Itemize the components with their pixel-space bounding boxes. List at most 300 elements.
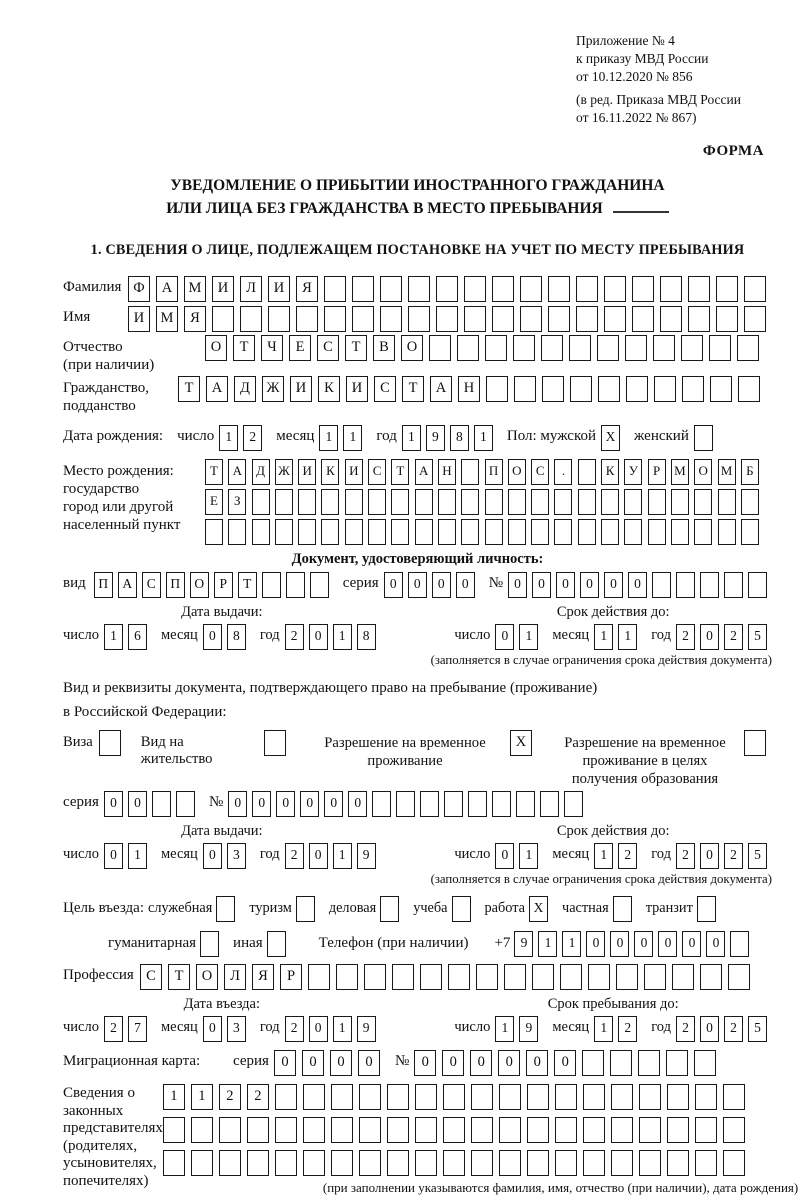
form-cell[interactable] xyxy=(275,489,293,515)
form-cell[interactable] xyxy=(298,489,316,515)
form-cell[interactable]: 0 xyxy=(324,791,343,817)
form-cell[interactable] xyxy=(660,276,682,302)
form-cell[interactable] xyxy=(212,306,234,332)
form-cell[interactable]: 1 xyxy=(562,931,581,957)
form-cell[interactable]: X xyxy=(529,896,548,922)
form-cell[interactable] xyxy=(520,306,542,332)
birthplace-row-2[interactable] xyxy=(205,489,764,515)
form-cell[interactable]: 0 xyxy=(658,931,677,957)
form-cell[interactable]: Л xyxy=(224,964,246,990)
form-cell[interactable] xyxy=(387,1084,409,1110)
form-cell[interactable] xyxy=(485,519,503,545)
form-cell[interactable]: Т xyxy=(168,964,190,990)
form-cell[interactable]: Ж xyxy=(275,459,293,485)
form-cell[interactable]: 2 xyxy=(618,843,637,869)
form-cell[interactable] xyxy=(604,276,626,302)
form-cell[interactable] xyxy=(554,519,572,545)
patronymic-input[interactable] xyxy=(205,335,765,361)
form-cell[interactable] xyxy=(569,335,591,361)
form-cell[interactable] xyxy=(648,489,666,515)
form-cell[interactable]: 0 xyxy=(508,572,527,598)
form-cell[interactable] xyxy=(723,1150,745,1176)
form-cell[interactable]: 8 xyxy=(357,624,376,650)
form-cell[interactable] xyxy=(625,335,647,361)
form-cell[interactable] xyxy=(527,1084,549,1110)
stay-expiry-month-input[interactable] xyxy=(594,843,642,869)
form-cell[interactable]: Б xyxy=(741,459,759,485)
form-cell[interactable] xyxy=(163,1117,185,1143)
form-cell[interactable]: П xyxy=(485,459,503,485)
form-cell[interactable]: 1 xyxy=(594,843,613,869)
form-cell[interactable] xyxy=(667,1084,689,1110)
form-cell[interactable] xyxy=(359,1117,381,1143)
form-cell[interactable] xyxy=(601,489,619,515)
form-cell[interactable]: 2 xyxy=(243,425,262,451)
form-cell[interactable] xyxy=(728,964,750,990)
form-cell[interactable] xyxy=(200,931,219,957)
representatives-row-1[interactable] xyxy=(163,1084,798,1110)
form-cell[interactable] xyxy=(492,791,511,817)
form-cell[interactable] xyxy=(345,489,363,515)
form-cell[interactable]: Т xyxy=(233,335,255,361)
form-cell[interactable]: Д xyxy=(234,376,256,402)
form-cell[interactable]: 9 xyxy=(357,843,376,869)
form-cell[interactable] xyxy=(262,572,281,598)
form-cell[interactable]: 0 xyxy=(358,1050,380,1076)
form-cell[interactable]: Ч xyxy=(261,335,283,361)
form-cell[interactable]: К xyxy=(321,459,339,485)
form-cell[interactable]: С xyxy=(368,459,386,485)
purpose-private-checkbox[interactable] xyxy=(613,896,637,922)
form-cell[interactable]: 0 xyxy=(302,1050,324,1076)
form-cell[interactable]: 2 xyxy=(724,1016,743,1042)
form-cell[interactable]: И xyxy=(128,306,150,332)
form-cell[interactable] xyxy=(331,1084,353,1110)
form-cell[interactable] xyxy=(303,1117,325,1143)
form-cell[interactable] xyxy=(548,306,570,332)
form-cell[interactable] xyxy=(611,1150,633,1176)
form-cell[interactable]: 2 xyxy=(285,1016,304,1042)
surname-input[interactable] xyxy=(128,276,772,302)
form-cell[interactable]: О xyxy=(190,572,209,598)
form-cell[interactable] xyxy=(540,791,559,817)
form-cell[interactable] xyxy=(264,730,286,756)
residence-permit-checkbox[interactable] xyxy=(264,730,292,756)
form-cell[interactable] xyxy=(632,276,654,302)
form-cell[interactable]: Д xyxy=(252,459,270,485)
form-cell[interactable]: 1 xyxy=(402,425,421,451)
form-cell[interactable]: Т xyxy=(205,459,223,485)
citizenship-input[interactable] xyxy=(178,376,766,402)
form-cell[interactable] xyxy=(542,376,564,402)
form-cell[interactable] xyxy=(252,519,270,545)
form-cell[interactable]: А xyxy=(118,572,137,598)
form-cell[interactable] xyxy=(252,489,270,515)
purpose-study-checkbox[interactable] xyxy=(452,896,476,922)
stay-issue-day-input[interactable] xyxy=(104,843,152,869)
form-cell[interactable] xyxy=(638,1050,660,1076)
form-cell[interactable]: 0 xyxy=(274,1050,296,1076)
form-cell[interactable] xyxy=(671,519,689,545)
form-cell[interactable] xyxy=(492,306,514,332)
form-cell[interactable] xyxy=(443,1084,465,1110)
form-cell[interactable] xyxy=(321,519,339,545)
form-cell[interactable] xyxy=(660,306,682,332)
profession-input[interactable] xyxy=(140,964,756,990)
form-cell[interactable]: 5 xyxy=(748,1016,767,1042)
form-cell[interactable] xyxy=(436,276,458,302)
form-cell[interactable] xyxy=(709,335,731,361)
form-cell[interactable]: 1 xyxy=(618,624,637,650)
form-cell[interactable] xyxy=(352,276,374,302)
form-cell[interactable] xyxy=(554,489,572,515)
form-cell[interactable] xyxy=(391,519,409,545)
form-cell[interactable]: 0 xyxy=(348,791,367,817)
form-cell[interactable]: И xyxy=(346,376,368,402)
form-cell[interactable]: Ж xyxy=(262,376,284,402)
form-cell[interactable] xyxy=(471,1117,493,1143)
form-cell[interactable] xyxy=(653,335,675,361)
form-cell[interactable] xyxy=(597,335,619,361)
form-cell[interactable]: К xyxy=(601,459,619,485)
form-cell[interactable] xyxy=(744,306,766,332)
form-cell[interactable] xyxy=(710,376,732,402)
form-cell[interactable] xyxy=(583,1150,605,1176)
form-cell[interactable]: 0 xyxy=(628,572,647,598)
form-cell[interactable]: О xyxy=(205,335,227,361)
form-cell[interactable]: X xyxy=(510,730,532,756)
form-cell[interactable] xyxy=(286,572,305,598)
form-cell[interactable]: 1 xyxy=(128,843,147,869)
form-cell[interactable] xyxy=(429,335,451,361)
form-cell[interactable] xyxy=(436,306,458,332)
form-cell[interactable] xyxy=(345,519,363,545)
form-cell[interactable] xyxy=(718,489,736,515)
form-cell[interactable]: В xyxy=(373,335,395,361)
visa-checkbox[interactable] xyxy=(99,730,127,756)
form-cell[interactable]: Е xyxy=(289,335,311,361)
form-cell[interactable]: 0 xyxy=(634,931,653,957)
form-cell[interactable] xyxy=(516,791,535,817)
form-cell[interactable]: Т xyxy=(345,335,367,361)
form-cell[interactable]: И xyxy=(268,276,290,302)
form-cell[interactable] xyxy=(741,519,759,545)
form-cell[interactable] xyxy=(724,572,743,598)
form-cell[interactable]: С xyxy=(374,376,396,402)
form-cell[interactable] xyxy=(588,964,610,990)
form-cell[interactable] xyxy=(368,519,386,545)
birth-month-input[interactable] xyxy=(319,425,367,451)
form-cell[interactable] xyxy=(380,896,399,922)
stay-expiry-day-input[interactable] xyxy=(495,843,543,869)
form-cell[interactable] xyxy=(598,376,620,402)
issue-year-input[interactable] xyxy=(285,624,381,650)
form-cell[interactable]: 0 xyxy=(682,931,701,957)
form-cell[interactable]: С xyxy=(317,335,339,361)
form-cell[interactable]: П xyxy=(94,572,113,598)
form-cell[interactable] xyxy=(644,964,666,990)
purpose-transit-checkbox[interactable] xyxy=(697,896,721,922)
form-cell[interactable]: 2 xyxy=(247,1084,269,1110)
form-cell[interactable] xyxy=(471,1084,493,1110)
form-cell[interactable] xyxy=(499,1117,521,1143)
form-cell[interactable] xyxy=(415,1084,437,1110)
migration-card-series-input[interactable] xyxy=(274,1050,386,1076)
temp-residence-education-checkbox[interactable] xyxy=(744,730,772,756)
purpose-tourism-checkbox[interactable] xyxy=(296,896,320,922)
phone-input[interactable] xyxy=(514,931,754,957)
form-cell[interactable] xyxy=(492,276,514,302)
form-cell[interactable]: О xyxy=(694,459,712,485)
form-cell[interactable] xyxy=(321,489,339,515)
form-cell[interactable] xyxy=(700,964,722,990)
form-cell[interactable] xyxy=(372,791,391,817)
form-cell[interactable] xyxy=(744,730,766,756)
form-cell[interactable] xyxy=(741,489,759,515)
issue-day-input[interactable] xyxy=(104,624,152,650)
form-cell[interactable] xyxy=(694,519,712,545)
stay-until-month-input[interactable] xyxy=(594,1016,642,1042)
form-cell[interactable]: 0 xyxy=(414,1050,436,1076)
form-cell[interactable] xyxy=(738,376,760,402)
form-cell[interactable] xyxy=(700,572,719,598)
form-cell[interactable] xyxy=(461,519,479,545)
stay-issue-year-input[interactable] xyxy=(285,843,381,869)
form-cell[interactable]: К xyxy=(318,376,340,402)
form-cell[interactable] xyxy=(391,489,409,515)
form-cell[interactable]: Т xyxy=(402,376,424,402)
expiry-year-input[interactable] xyxy=(676,624,772,650)
form-cell[interactable] xyxy=(275,1117,297,1143)
form-cell[interactable]: Л xyxy=(240,276,262,302)
form-cell[interactable]: 0 xyxy=(700,1016,719,1042)
form-cell[interactable] xyxy=(576,306,598,332)
form-cell[interactable] xyxy=(541,335,563,361)
form-cell[interactable] xyxy=(163,1150,185,1176)
form-cell[interactable]: 9 xyxy=(357,1016,376,1042)
form-cell[interactable] xyxy=(508,519,526,545)
form-cell[interactable]: Р xyxy=(280,964,302,990)
form-cell[interactable]: 1 xyxy=(333,843,352,869)
representatives-row-3[interactable] xyxy=(163,1150,798,1176)
form-cell[interactable]: О xyxy=(196,964,218,990)
expiry-day-input[interactable] xyxy=(495,624,543,650)
form-cell[interactable] xyxy=(718,519,736,545)
form-cell[interactable] xyxy=(152,791,171,817)
form-cell[interactable]: Н xyxy=(438,459,456,485)
form-cell[interactable] xyxy=(624,489,642,515)
form-cell[interactable] xyxy=(420,964,442,990)
form-cell[interactable] xyxy=(408,306,430,332)
form-cell[interactable]: Р xyxy=(648,459,666,485)
form-cell[interactable] xyxy=(368,489,386,515)
form-cell[interactable]: 0 xyxy=(604,572,623,598)
form-cell[interactable] xyxy=(681,335,703,361)
form-cell[interactable] xyxy=(331,1150,353,1176)
form-cell[interactable]: 0 xyxy=(300,791,319,817)
form-cell[interactable] xyxy=(324,276,346,302)
form-cell[interactable] xyxy=(624,519,642,545)
form-cell[interactable]: . xyxy=(554,459,572,485)
form-cell[interactable]: А xyxy=(228,459,246,485)
representatives-row-2[interactable] xyxy=(163,1117,798,1143)
form-cell[interactable]: 0 xyxy=(495,843,514,869)
entry-month-input[interactable] xyxy=(203,1016,251,1042)
form-cell[interactable] xyxy=(443,1150,465,1176)
birthplace-input[interactable] xyxy=(205,459,764,549)
form-cell[interactable] xyxy=(564,791,583,817)
form-cell[interactable] xyxy=(532,964,554,990)
form-cell[interactable] xyxy=(671,489,689,515)
form-cell[interactable] xyxy=(420,791,439,817)
form-cell[interactable]: 8 xyxy=(450,425,469,451)
form-cell[interactable]: М xyxy=(156,306,178,332)
form-cell[interactable] xyxy=(514,376,536,402)
form-cell[interactable] xyxy=(570,376,592,402)
form-cell[interactable] xyxy=(415,1150,437,1176)
form-cell[interactable] xyxy=(448,964,470,990)
form-cell[interactable]: 0 xyxy=(442,1050,464,1076)
form-cell[interactable] xyxy=(639,1117,661,1143)
form-cell[interactable] xyxy=(694,489,712,515)
form-cell[interactable] xyxy=(99,730,121,756)
form-cell[interactable] xyxy=(744,276,766,302)
form-cell[interactable]: 1 xyxy=(319,425,338,451)
form-cell[interactable]: О xyxy=(508,459,526,485)
form-cell[interactable]: 6 xyxy=(128,624,147,650)
form-cell[interactable]: 3 xyxy=(227,843,246,869)
form-cell[interactable] xyxy=(499,1084,521,1110)
given-name-input[interactable] xyxy=(128,306,772,332)
form-cell[interactable] xyxy=(672,964,694,990)
form-cell[interactable]: 2 xyxy=(724,624,743,650)
form-cell[interactable]: 0 xyxy=(228,791,247,817)
form-cell[interactable]: 0 xyxy=(203,1016,222,1042)
form-cell[interactable] xyxy=(716,306,738,332)
form-cell[interactable]: М xyxy=(671,459,689,485)
form-cell[interactable]: 2 xyxy=(676,1016,695,1042)
form-cell[interactable]: Я xyxy=(296,276,318,302)
form-cell[interactable]: 0 xyxy=(586,931,605,957)
form-cell[interactable]: 1 xyxy=(343,425,362,451)
form-cell[interactable] xyxy=(364,964,386,990)
form-cell[interactable] xyxy=(639,1150,661,1176)
form-cell[interactable]: С xyxy=(142,572,161,598)
form-cell[interactable]: 1 xyxy=(163,1084,185,1110)
form-cell[interactable]: 0 xyxy=(495,624,514,650)
form-cell[interactable] xyxy=(303,1150,325,1176)
form-cell[interactable]: Т xyxy=(238,572,257,598)
form-cell[interactable]: 0 xyxy=(128,791,147,817)
form-cell[interactable] xyxy=(508,489,526,515)
purpose-work-checkbox[interactable] xyxy=(529,896,553,922)
form-cell[interactable]: 0 xyxy=(498,1050,520,1076)
form-cell[interactable]: Ф xyxy=(128,276,150,302)
form-cell[interactable]: X xyxy=(601,425,620,451)
form-cell[interactable]: 2 xyxy=(104,1016,123,1042)
form-cell[interactable]: И xyxy=(212,276,234,302)
form-cell[interactable]: С xyxy=(140,964,162,990)
doc-number-input[interactable] xyxy=(508,572,772,598)
form-cell[interactable] xyxy=(499,1150,521,1176)
form-cell[interactable]: 0 xyxy=(556,572,575,598)
form-cell[interactable]: 1 xyxy=(474,425,493,451)
form-cell[interactable] xyxy=(396,791,415,817)
form-cell[interactable] xyxy=(275,519,293,545)
form-cell[interactable] xyxy=(723,1084,745,1110)
form-cell[interactable] xyxy=(666,1050,688,1076)
entry-year-input[interactable] xyxy=(285,1016,381,1042)
form-cell[interactable]: 0 xyxy=(104,791,123,817)
form-cell[interactable]: 0 xyxy=(203,843,222,869)
birthplace-row-1[interactable] xyxy=(205,459,764,485)
stay-issue-month-input[interactable] xyxy=(203,843,251,869)
form-cell[interactable] xyxy=(228,519,246,545)
form-cell[interactable] xyxy=(176,791,195,817)
form-cell[interactable]: 1 xyxy=(538,931,557,957)
form-cell[interactable]: 1 xyxy=(219,425,238,451)
form-cell[interactable] xyxy=(485,335,507,361)
form-cell[interactable] xyxy=(247,1117,269,1143)
form-cell[interactable] xyxy=(219,1117,241,1143)
form-cell[interactable] xyxy=(513,335,535,361)
form-cell[interactable] xyxy=(438,519,456,545)
form-cell[interactable] xyxy=(359,1150,381,1176)
stay-expiry-year-input[interactable] xyxy=(676,843,772,869)
form-cell[interactable] xyxy=(695,1150,717,1176)
form-cell[interactable]: И xyxy=(345,459,363,485)
form-cell[interactable] xyxy=(387,1117,409,1143)
sex-male-checkbox[interactable] xyxy=(601,425,625,451)
form-cell[interactable]: М xyxy=(718,459,736,485)
migration-card-number-input[interactable] xyxy=(414,1050,722,1076)
form-cell[interactable] xyxy=(219,1150,241,1176)
form-cell[interactable] xyxy=(380,276,402,302)
form-cell[interactable] xyxy=(310,572,329,598)
form-cell[interactable] xyxy=(527,1117,549,1143)
issue-month-input[interactable] xyxy=(203,624,251,650)
form-cell[interactable] xyxy=(626,376,648,402)
form-cell[interactable]: 3 xyxy=(227,1016,246,1042)
form-cell[interactable] xyxy=(548,276,570,302)
doc-series-input[interactable] xyxy=(384,572,480,598)
form-cell[interactable] xyxy=(216,896,235,922)
form-cell[interactable] xyxy=(682,376,704,402)
form-cell[interactable] xyxy=(296,306,318,332)
form-cell[interactable]: А xyxy=(415,459,433,485)
purpose-humanitarian-checkbox[interactable] xyxy=(200,931,224,957)
form-cell[interactable]: 1 xyxy=(333,624,352,650)
form-cell[interactable] xyxy=(688,306,710,332)
form-cell[interactable] xyxy=(476,964,498,990)
form-cell[interactable] xyxy=(555,1150,577,1176)
form-cell[interactable]: 0 xyxy=(456,572,475,598)
sex-female-checkbox[interactable] xyxy=(694,425,718,451)
form-cell[interactable]: Н xyxy=(458,376,480,402)
form-cell[interactable] xyxy=(191,1117,213,1143)
form-cell[interactable]: А xyxy=(156,276,178,302)
form-cell[interactable]: 0 xyxy=(706,931,725,957)
form-cell[interactable]: 9 xyxy=(519,1016,538,1042)
form-cell[interactable]: И xyxy=(298,459,316,485)
form-cell[interactable]: Т xyxy=(391,459,409,485)
form-cell[interactable] xyxy=(610,1050,632,1076)
form-cell[interactable] xyxy=(527,1150,549,1176)
form-cell[interactable]: И xyxy=(290,376,312,402)
form-cell[interactable]: 7 xyxy=(128,1016,147,1042)
form-cell[interactable] xyxy=(578,459,596,485)
form-cell[interactable]: У xyxy=(624,459,642,485)
